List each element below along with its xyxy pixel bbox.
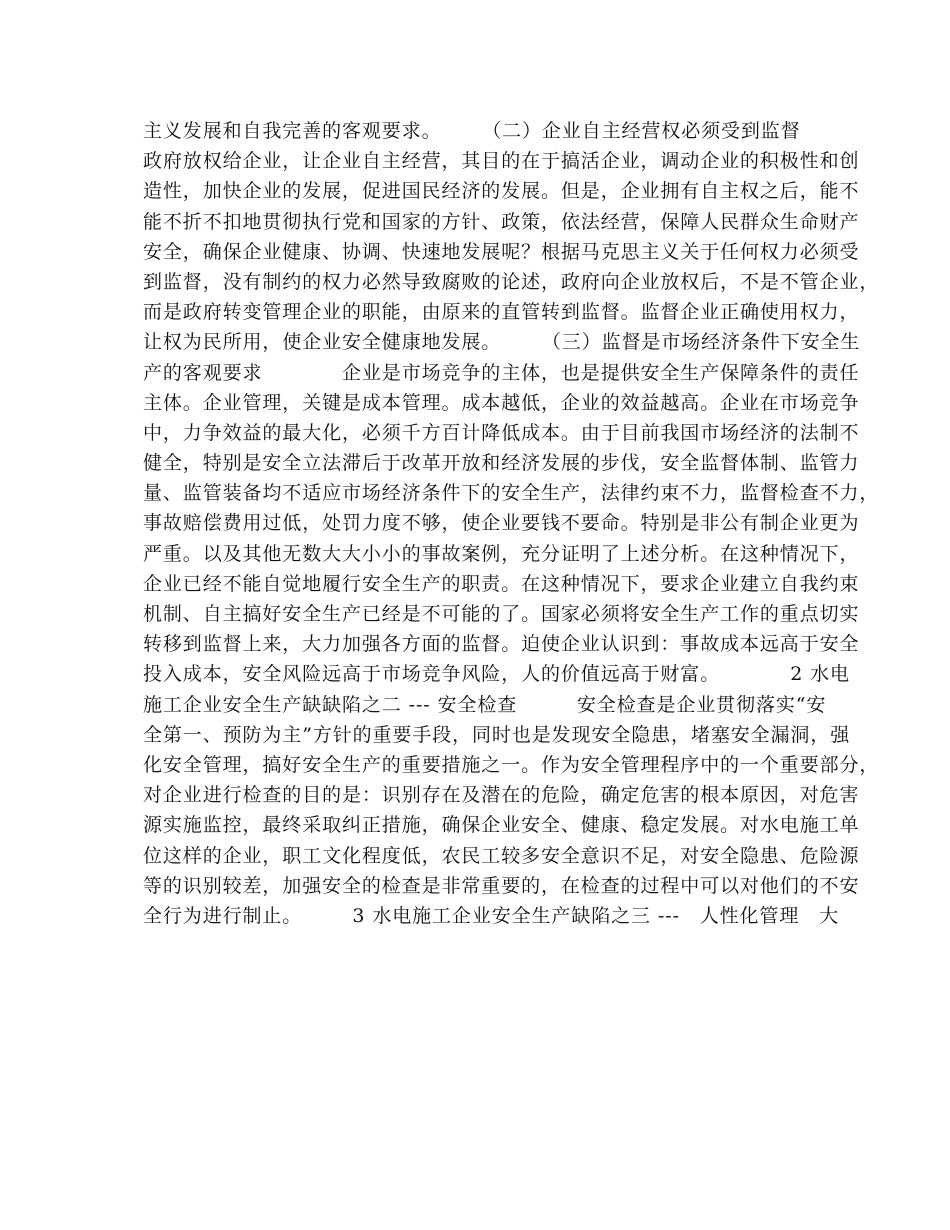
text-line: 投入成本，安全风险远高于市场竞争风险，人的价值远高于财富。 2 水电	[143, 663, 850, 686]
text-line: 机制、自主搞好安全生产已经是不可能的了。国家必须将安全生产工作的重点切实	[143, 603, 860, 625]
text-line: 造性，加快企业的发展，促进国民经济的发展。但是，企业拥有自主权之后，能不	[143, 180, 860, 203]
text-line: 到监督，没有制约的权力必然导致腐败的论述，政府向企业放权后，不是不管企业，	[143, 270, 880, 293]
text-line: 中，力争效益的最大化，必须千方百计降低成本。由于目前我国市场经济的法制不	[143, 421, 860, 444]
text-line: 位这样的企业，职工文化程度低，农民工较多安全意识不足，对安全隐患、危险源	[143, 844, 860, 867]
text-line: 主义发展和自我完善的客观要求。 （二）企业自主经营权必须受到监督	[143, 120, 801, 142]
text-line: 健全，特别是安全立法滞后于改革开放和经济发展的步伐，安全监督体制、监管力	[143, 452, 860, 475]
text-line: 施工企业安全生产缺缺陷之二 --- 安全检查 安全检查是企业贯彻落实“安	[143, 693, 827, 716]
text-line: 等的识别较差，加强安全的检查是非常重要的，在检查的过程中可以对他们的不安	[143, 874, 860, 897]
text-line: 让权为民所用，使企业安全健康地发展。 （三）监督是市场经济条件下安全生	[143, 331, 861, 354]
text-line: 量、监管装备均不适应市场经济条件下的安全生产，法律约束不力，监督检查不力，	[143, 482, 880, 505]
text-line: 安全，确保企业健康、协调、快速地发展呢？根据马克思主义关于任何权力必须受	[143, 240, 860, 263]
body-text	[143, 116, 880, 931]
text-line: 企业已经不能自觉地履行安全生产的职责。在这种情况下，要求企业建立自我约束	[143, 572, 860, 595]
text-line: 能不折不扣地贯彻执行党和国家的方针、政策，依法经营，保障人民群众生命财产	[143, 210, 860, 233]
text-line: 而是政府转变管理企业的职能，由原来的直管转到监督。监督企业正确使用权力，	[143, 301, 860, 324]
text-line: 政府放权给企业，让企业自主经营，其目的在于搞活企业，调动企业的积极性和创	[143, 150, 860, 173]
text-line: 对企业进行检查的目的是：识别存在及潜在的危险，确定危害的根本原因，对危害	[143, 784, 860, 807]
text-line: 产的客观要求 企业是市场竞争的主体，也是提供安全生产保障条件的责任	[143, 361, 860, 384]
text-line: 主体。企业管理，关键是成本管理。成本越低，企业的效益越高。企业在市场竞争	[143, 391, 860, 414]
text-line: 化安全管理，搞好安全生产的重要措施之一。作为安全管理程序中的一个重要部分，	[143, 753, 880, 776]
text-line: 严重。以及其他无数大大小小的事故案例，充分证明了上述分析。在这种情况下，	[143, 542, 860, 565]
text-line: 全行为进行制止。 3 水电施工企业安全生产缺陷之三 --- 人性化管理 大	[143, 904, 840, 927]
text-line: 全第一、预防为主”方针的重要手段，同时也是发现安全隐患，堵塞安全漏洞，强	[143, 723, 851, 746]
text-line: 转移到监督上来，大力加强各方面的监督。迫使企业认识到：事故成本远高于安全	[143, 633, 860, 656]
text-line: 事故赔偿费用过低，处罚力度不够，使企业要钱不要命。特别是非公有制企业更为	[143, 512, 860, 535]
text-line: 源实施监控，最终采取纠正措施，确保企业安全、健康、稳定发展。对水电施工单	[143, 814, 860, 837]
